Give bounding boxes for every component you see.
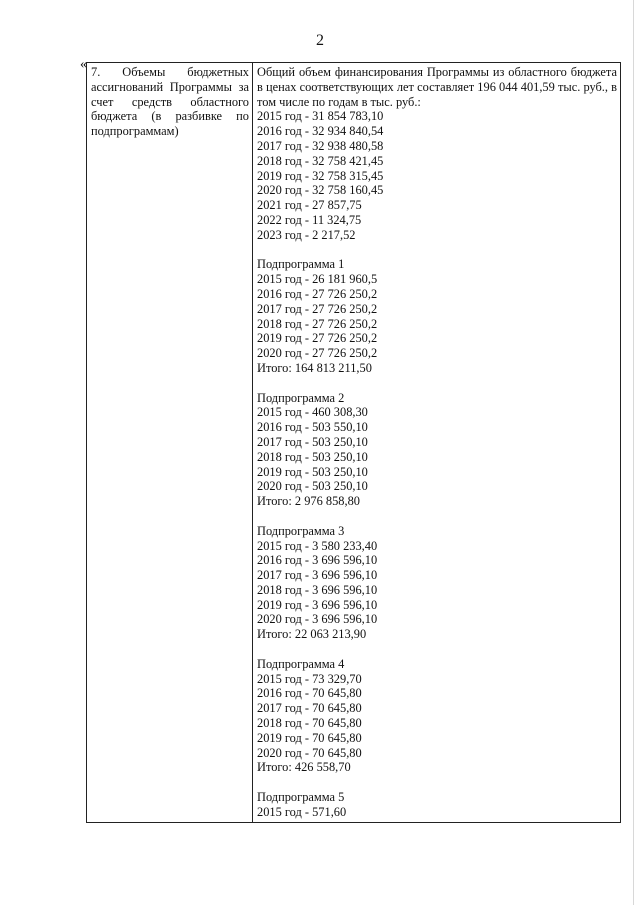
subprogram-year-line: 2018 год - 3 696 596,10 (257, 582, 378, 597)
total-year-line: 2023 год - 2 217,52 (257, 227, 356, 242)
funding-intro: Общий объем финансирования Программы из областного бюджета в ценах соответствующих лет составляет 196 044 401,59 тыс. руб., в том числе по годам в тыс. руб.: (257, 65, 617, 109)
subprogram-year-line: 2020 год - 27 726 250,2 (257, 346, 378, 361)
total-year-line: 2019 год - 32 758 315,45 (257, 168, 384, 183)
total-year-line: 2022 год - 11 324,75 (257, 212, 362, 227)
subprogram-title: Подпрограмма 4 (257, 656, 345, 671)
table-row (87, 63, 621, 823)
subprogram-year-line: 2020 год - 503 250,10 (257, 479, 368, 494)
subprogram-year-line: 2017 год - 503 250,10 (257, 434, 368, 449)
subprogram-year-line: 2015 год - 571,60 (257, 804, 347, 819)
total-year-line: 2016 год - 32 934 840,54 (257, 124, 384, 139)
total-year-line: 2021 год - 27 857,75 (257, 198, 362, 213)
subprogram-year-line: 2020 год - 70 645,80 (257, 745, 362, 760)
subprogram-year-line: 2019 год - 70 645,80 (257, 730, 362, 745)
subprogram-year-line: 2019 год - 503 250,10 (257, 464, 368, 479)
total-years-list (257, 109, 617, 242)
subprogram-title: Подпрограмма 2 (257, 390, 345, 405)
subprogram-block (257, 790, 617, 820)
budget-table (86, 62, 621, 823)
total-year-line: 2015 год - 31 854 783,10 (257, 109, 384, 124)
subprogram-year-line: 2016 год - 503 550,10 (257, 420, 368, 435)
subprograms-list (257, 257, 617, 819)
subprogram-year-line: 2015 год - 73 329,70 (257, 671, 362, 686)
subprogram-year-line: 2018 год - 27 726 250,2 (257, 316, 378, 331)
scan-edge-line (633, 0, 634, 905)
left-cell (87, 63, 253, 823)
total-year-line: 2020 год - 32 758 160,45 (257, 183, 384, 198)
subprogram-title: Подпрограмма 5 (257, 790, 345, 805)
total-year-line: 2018 год - 32 758 421,45 (257, 153, 384, 168)
subprogram-year-line: 2016 год - 3 696 596,10 (257, 553, 378, 568)
subprogram-block (257, 657, 617, 775)
subprogram-year-line: 2019 год - 3 696 596,10 (257, 597, 378, 612)
subprogram-year-line: 2018 год - 503 250,10 (257, 449, 368, 464)
subprogram-title: Подпрограмма 3 (257, 523, 345, 538)
subprogram-year-line: 2017 год - 3 696 596,10 (257, 568, 378, 583)
subprogram-year-line: 2018 год - 70 645,80 (257, 716, 362, 731)
subprogram-year-line: 2016 год - 70 645,80 (257, 686, 362, 701)
subprogram-year-line: 2017 год - 27 726 250,2 (257, 301, 378, 316)
subprogram-year-line: 2020 год - 3 696 596,10 (257, 612, 378, 627)
subprogram-year-line: 2017 год - 70 645,80 (257, 701, 362, 716)
subprogram-block (257, 257, 617, 375)
subprogram-year-line: 2015 год - 3 580 233,40 (257, 538, 378, 553)
subprogram-total: Итого: 22 063 213,90 (257, 627, 367, 642)
subprogram-year-line: 2015 год - 26 181 960,5 (257, 272, 378, 287)
subprogram-total: Итого: 164 813 211,50 (257, 360, 372, 375)
subprogram-total: Итого: 2 976 858,80 (257, 494, 360, 509)
subprogram-year-line: 2016 год - 27 726 250,2 (257, 286, 378, 301)
subprogram-block (257, 391, 617, 509)
page-number: 2 (316, 32, 324, 49)
subprogram-block (257, 524, 617, 642)
opening-quote-mark: « (80, 57, 87, 72)
subprogram-title: Подпрограмма 1 (257, 257, 345, 272)
subprogram-year-line: 2019 год - 27 726 250,2 (257, 331, 378, 346)
right-cell (253, 63, 621, 823)
subprogram-total: Итого: 426 558,70 (257, 760, 351, 775)
total-year-line: 2017 год - 32 938 480,58 (257, 138, 384, 153)
left-cell-text: 7. Объемы бюджетных ассигнований Программы за счет средств областного бюджета (в разбивке по подпрограммам) (91, 65, 249, 139)
subprogram-year-line: 2015 год - 460 308,30 (257, 405, 368, 420)
